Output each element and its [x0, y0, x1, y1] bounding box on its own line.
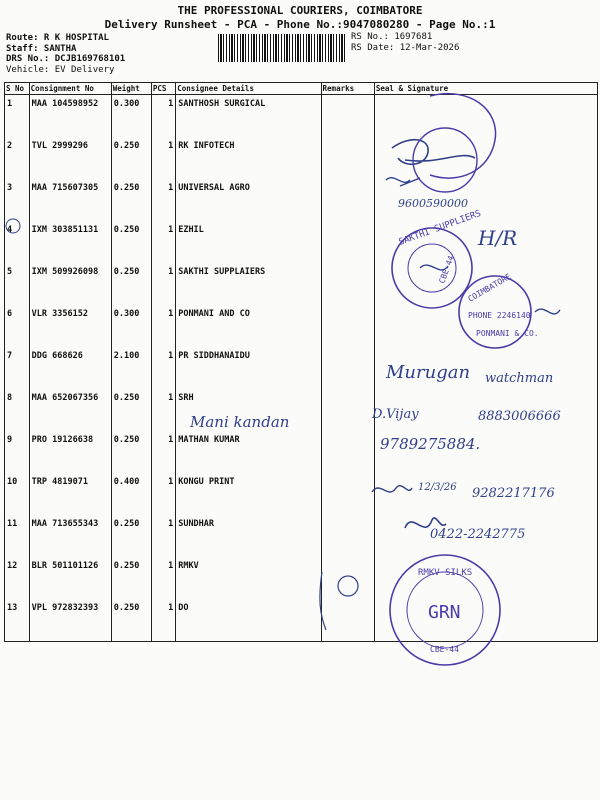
- route-label: Route: R K HOSPITAL: [6, 33, 109, 43]
- vehicle-label: Vehicle: EV Delivery: [6, 64, 115, 75]
- row-pcs: 1: [151, 515, 175, 557]
- row-seal: [374, 179, 597, 221]
- row-weight: 2.100: [111, 347, 151, 389]
- route-info: [6, 33, 125, 75]
- name-row-8: Mani kandan: [190, 413, 290, 431]
- phone-row-10: 9282217176: [472, 486, 555, 501]
- row-consignee: MATHAN KUMAR: [176, 431, 321, 473]
- row-seal: [374, 347, 597, 389]
- row-remarks: [321, 263, 374, 305]
- table-row: [5, 515, 598, 557]
- row-pcs: 1: [151, 389, 175, 431]
- row-sno: 4: [5, 221, 30, 263]
- row-consignment-no: MAA 652067356: [29, 389, 111, 431]
- row-seal: [374, 95, 597, 138]
- row-weight: 0.400: [111, 473, 151, 515]
- row-consignment-no: TVL 2999296: [29, 137, 111, 179]
- stamp-rmkv-top: RMKV SILKS: [418, 568, 473, 578]
- row-seal: [374, 599, 597, 642]
- row-seal: [374, 431, 597, 473]
- row-weight: 0.250: [111, 431, 151, 473]
- row-consignment-no: MAA 715607305: [29, 179, 111, 221]
- row-consignee: RK INFOTECH: [176, 137, 321, 179]
- row-sno: 10: [5, 473, 30, 515]
- row-sno: 7: [5, 347, 30, 389]
- row-consignee: SRH: [176, 389, 321, 431]
- row-remarks: [321, 347, 374, 389]
- header-sno: S No: [5, 83, 30, 95]
- row-remarks: [321, 95, 374, 138]
- rs-date: RS Date: 12-Mar-2026: [351, 42, 460, 53]
- row-remarks: [321, 305, 374, 347]
- company-title: THE PROFESSIONAL COURIERS, COIMBATORE: [177, 4, 423, 17]
- barcode-image: [218, 34, 346, 62]
- row-weight: 0.250: [111, 389, 151, 431]
- phone-row-11: 0422-2242775: [430, 527, 526, 542]
- drs-label: DRS No.: DCJB169768101: [6, 54, 126, 64]
- row-consignee: SANTHOSH SURGICAL: [176, 95, 321, 138]
- row-consignee: PONMANI AND CO: [176, 305, 321, 347]
- mark-row-4: H/R: [478, 226, 518, 250]
- row-pcs: 1: [151, 473, 175, 515]
- stamp-ponmani-name: PONMANI & CO.: [476, 329, 539, 338]
- row-weight: 0.300: [111, 305, 151, 347]
- row-consignment-no: BLR 501101126: [29, 557, 111, 599]
- row-weight: 0.250: [111, 515, 151, 557]
- row-pcs: 1: [151, 599, 175, 642]
- row-pcs: 1: [151, 263, 175, 305]
- signature-row-8: D.Vijay: [372, 407, 419, 422]
- stamp-sakthi-name: SAKTHI SUPPLIERS: [397, 208, 483, 248]
- table-header-row: [5, 83, 598, 95]
- name-row-7: Murugan: [386, 362, 471, 383]
- phone-row-8: 8883006666: [478, 409, 561, 424]
- row-remarks: [321, 599, 374, 642]
- stamp-rmkv-mid: GRN: [428, 602, 461, 623]
- row-sno: 13: [5, 599, 30, 642]
- row-sno: 9: [5, 431, 30, 473]
- table-row: [5, 305, 598, 347]
- header-pcs: PCS: [151, 83, 175, 95]
- row-consignee: SAKTHI SUPPLAIERS: [176, 263, 321, 305]
- row-consignment-no: VPL 972832393: [29, 599, 111, 642]
- row-consignee: KONGU PRINT: [176, 473, 321, 515]
- table-row: [5, 473, 598, 515]
- header-seal: Seal & Signature: [374, 83, 597, 95]
- row-weight: 0.250: [111, 599, 151, 642]
- row-pcs: 1: [151, 557, 175, 599]
- row-remarks: [321, 221, 374, 263]
- row-consignment-no: DDG 668626: [29, 347, 111, 389]
- row-consignment-no: IXM 303851131: [29, 221, 111, 263]
- row-sno: 2: [5, 137, 30, 179]
- stamp-rmkv-bottom: CBE-44: [430, 645, 459, 654]
- table-row: [5, 431, 598, 473]
- row-seal: [374, 305, 597, 347]
- stamp-sakthi-city: CBE-44: [437, 254, 456, 285]
- staff-label: Staff: SANTHA: [6, 43, 77, 54]
- table-row: [5, 599, 598, 642]
- row-seal: [374, 389, 597, 431]
- row-pcs: 1: [151, 305, 175, 347]
- row-remarks: [321, 389, 374, 431]
- table-row: [5, 263, 598, 305]
- date-row-10: 12/3/26: [418, 482, 457, 493]
- row-pcs: 1: [151, 347, 175, 389]
- row-consignment-no: TRP 4819071: [29, 473, 111, 515]
- row-consignment-no: MAA 713655343: [29, 515, 111, 557]
- table-row: [5, 557, 598, 599]
- runsheet-subtitle: Delivery Runsheet - PCA - Phone No.:9047080280 - Page No.:1: [104, 18, 496, 31]
- row-consignee: SUNDHAR: [176, 515, 321, 557]
- row-seal: [374, 137, 597, 179]
- header-consignment: Consignment No: [29, 83, 111, 95]
- row-consignment-no: VLR 3356152: [29, 305, 111, 347]
- table-row: [5, 179, 598, 221]
- header-weight: Weight: [111, 83, 151, 95]
- header-consignee: Consignee Details: [176, 83, 321, 95]
- row-sno: 8: [5, 389, 30, 431]
- table-row: [5, 137, 598, 179]
- watchman-row-7: watchman: [485, 371, 554, 386]
- row-sno: 1: [5, 95, 30, 138]
- row-weight: 0.250: [111, 137, 151, 179]
- row-consignee: EZHIL: [176, 221, 321, 263]
- table-row: [5, 347, 598, 389]
- row-consignee: UNIVERSAL AGRO: [176, 179, 321, 221]
- rs-info: [351, 32, 459, 53]
- row-remarks: [321, 179, 374, 221]
- row-sno: 12: [5, 557, 30, 599]
- row-consignment-no: IXM 509926098: [29, 263, 111, 305]
- row-sno: 6: [5, 305, 30, 347]
- row-remarks: [321, 431, 374, 473]
- row-sno: 11: [5, 515, 30, 557]
- row-weight: 0.300: [111, 95, 151, 138]
- row-remarks: [321, 473, 374, 515]
- row-weight: 0.250: [111, 557, 151, 599]
- row-seal: [374, 515, 597, 557]
- table-row: [5, 389, 598, 431]
- row-seal: [374, 473, 597, 515]
- row-consignment-no: PRO 19126638: [29, 431, 111, 473]
- row-seal: [374, 221, 597, 263]
- row-sno: 5: [5, 263, 30, 305]
- row-remarks: [321, 137, 374, 179]
- table-row: [5, 95, 598, 138]
- delivery-table: [4, 82, 598, 642]
- row-pcs: 1: [151, 179, 175, 221]
- stamp-ponmani-phone: PHONE 2246140: [468, 311, 531, 320]
- header-remarks: Remarks: [321, 83, 374, 95]
- row-consignee: RMKV: [176, 557, 321, 599]
- rs-number: RS No.: 1697681: [351, 32, 433, 42]
- row-remarks: [321, 515, 374, 557]
- row-consignment-no: MAA 104598952: [29, 95, 111, 138]
- phone-row-9: 9789275884.: [380, 435, 481, 453]
- phone-row-3: 9600590000: [398, 197, 468, 210]
- row-consignee: PR SIDDHANAIDU: [176, 347, 321, 389]
- table-row: [5, 221, 598, 263]
- row-seal: [374, 557, 597, 599]
- row-weight: 0.250: [111, 263, 151, 305]
- row-pcs: 1: [151, 95, 175, 138]
- row-remarks: [321, 557, 374, 599]
- row-pcs: 1: [151, 137, 175, 179]
- row-seal: [374, 263, 597, 305]
- row-pcs: 1: [151, 431, 175, 473]
- row-sno: 3: [5, 179, 30, 221]
- row-weight: 0.250: [111, 179, 151, 221]
- row-consignee: DO: [176, 599, 321, 642]
- row-weight: 0.250: [111, 221, 151, 263]
- row-pcs: 1: [151, 221, 175, 263]
- stamp-ponmani-city: COIMBATORE: [466, 271, 513, 304]
